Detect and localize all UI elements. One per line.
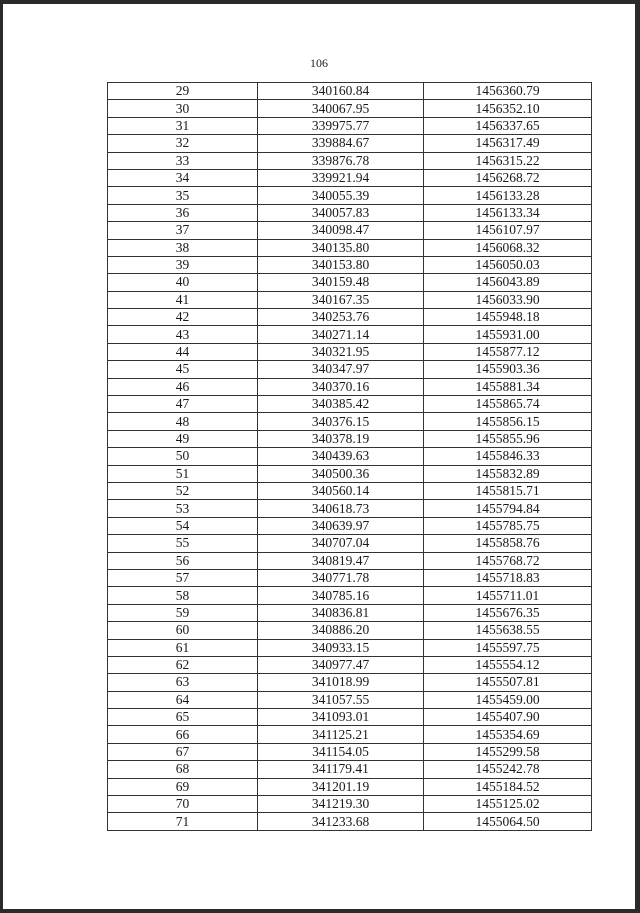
y-coordinate-cell: 1456352.10 [424,100,592,117]
point-number-cell: 34 [108,169,258,186]
table-row [108,361,592,378]
point-number-cell: 30 [108,100,258,117]
y-coordinate-cell: 1456133.28 [424,187,592,204]
table-row [108,761,592,778]
x-coordinate-cell: 341219.30 [258,796,424,813]
y-coordinate-cell: 1455676.35 [424,604,592,621]
table-row [108,378,592,395]
x-coordinate-cell: 341093.01 [258,709,424,726]
y-coordinate-cell: 1455242.78 [424,761,592,778]
point-number-cell: 45 [108,361,258,378]
table-row [108,482,592,499]
point-number-cell: 51 [108,465,258,482]
y-coordinate-cell: 1455865.74 [424,396,592,413]
x-coordinate-cell: 340819.47 [258,552,424,569]
y-coordinate-cell: 1456133.34 [424,204,592,221]
table-row [108,152,592,169]
table-row [108,448,592,465]
y-coordinate-cell: 1456043.89 [424,274,592,291]
point-number-cell: 70 [108,796,258,813]
table-row [108,604,592,621]
table-row [108,743,592,760]
y-coordinate-cell: 1455846.33 [424,448,592,465]
x-coordinate-cell: 340370.16 [258,378,424,395]
point-number-cell: 61 [108,639,258,656]
x-coordinate-cell: 340135.80 [258,239,424,256]
y-coordinate-cell: 1455815.71 [424,482,592,499]
y-coordinate-cell: 1456360.79 [424,83,592,100]
x-coordinate-cell: 340771.78 [258,569,424,586]
point-number-cell: 55 [108,535,258,552]
y-coordinate-cell: 1455554.12 [424,656,592,673]
point-number-cell: 65 [108,709,258,726]
table-row [108,552,592,569]
point-number-cell: 46 [108,378,258,395]
y-coordinate-cell: 1455768.72 [424,552,592,569]
table-row [108,587,592,604]
x-coordinate-cell: 340057.83 [258,204,424,221]
table-row [108,726,592,743]
page-number: 106 [310,56,328,70]
y-coordinate-cell: 1455718.83 [424,569,592,586]
table-row [108,256,592,273]
point-number-cell: 71 [108,813,258,830]
point-number-cell: 39 [108,256,258,273]
x-coordinate-cell: 339975.77 [258,117,424,134]
y-coordinate-cell: 1455299.58 [424,743,592,760]
y-coordinate-cell: 1455858.76 [424,535,592,552]
point-number-cell: 53 [108,500,258,517]
y-coordinate-cell: 1456033.90 [424,291,592,308]
x-coordinate-cell: 340098.47 [258,222,424,239]
y-coordinate-cell: 1455855.96 [424,430,592,447]
x-coordinate-cell: 340707.04 [258,535,424,552]
point-number-cell: 56 [108,552,258,569]
x-coordinate-cell: 340500.36 [258,465,424,482]
x-coordinate-cell: 340271.14 [258,326,424,343]
table-row [108,656,592,673]
point-number-cell: 66 [108,726,258,743]
x-coordinate-cell: 340159.48 [258,274,424,291]
x-coordinate-cell: 340618.73 [258,500,424,517]
y-coordinate-cell: 1455856.15 [424,413,592,430]
point-number-cell: 32 [108,135,258,152]
y-coordinate-cell: 1455459.00 [424,691,592,708]
y-coordinate-cell: 1455407.90 [424,709,592,726]
y-coordinate-cell: 1455597.75 [424,639,592,656]
y-coordinate-cell: 1456050.03 [424,256,592,273]
table-row [108,691,592,708]
x-coordinate-cell: 341179.41 [258,761,424,778]
table-row [108,100,592,117]
table-row [108,535,592,552]
table-row [108,326,592,343]
table-row [108,430,592,447]
point-number-cell: 36 [108,204,258,221]
x-coordinate-cell: 341125.21 [258,726,424,743]
point-number-cell: 48 [108,413,258,430]
point-number-cell: 63 [108,674,258,691]
x-coordinate-cell: 340376.15 [258,413,424,430]
table-row [108,204,592,221]
point-number-cell: 44 [108,343,258,360]
coordinates-table [107,82,592,831]
x-coordinate-cell: 340977.47 [258,656,424,673]
point-number-cell: 60 [108,622,258,639]
x-coordinate-cell: 340160.84 [258,83,424,100]
y-coordinate-cell: 1455507.81 [424,674,592,691]
table-row [108,117,592,134]
table-row [108,639,592,656]
table-row [108,517,592,534]
y-coordinate-cell: 1455064.50 [424,813,592,830]
table-row [108,291,592,308]
y-coordinate-cell: 1456317.49 [424,135,592,152]
x-coordinate-cell: 341233.68 [258,813,424,830]
x-coordinate-cell: 339884.67 [258,135,424,152]
x-coordinate-cell: 340167.35 [258,291,424,308]
x-coordinate-cell: 340055.39 [258,187,424,204]
x-coordinate-cell: 340253.76 [258,309,424,326]
table-row [108,569,592,586]
table-row [108,343,592,360]
x-coordinate-cell: 340378.19 [258,430,424,447]
point-number-cell: 52 [108,482,258,499]
point-number-cell: 58 [108,587,258,604]
table-row [108,796,592,813]
point-number-cell: 49 [108,430,258,447]
table-row [108,222,592,239]
point-number-cell: 37 [108,222,258,239]
x-coordinate-cell: 340886.20 [258,622,424,639]
point-number-cell: 43 [108,326,258,343]
table-row [108,813,592,830]
table-row [108,135,592,152]
x-coordinate-cell: 341057.55 [258,691,424,708]
y-coordinate-cell: 1456068.32 [424,239,592,256]
point-number-cell: 33 [108,152,258,169]
table-row [108,274,592,291]
y-coordinate-cell: 1455881.34 [424,378,592,395]
y-coordinate-cell: 1455877.12 [424,343,592,360]
x-coordinate-cell: 340153.80 [258,256,424,273]
table-row [108,309,592,326]
x-coordinate-cell: 339876.78 [258,152,424,169]
y-coordinate-cell: 1456107.97 [424,222,592,239]
y-coordinate-cell: 1455125.02 [424,796,592,813]
x-coordinate-cell: 340785.16 [258,587,424,604]
x-coordinate-cell: 341018.99 [258,674,424,691]
y-coordinate-cell: 1455354.69 [424,726,592,743]
point-number-cell: 57 [108,569,258,586]
table-row [108,83,592,100]
point-number-cell: 31 [108,117,258,134]
x-coordinate-cell: 340836.81 [258,604,424,621]
table-row [108,500,592,517]
x-coordinate-cell: 340639.97 [258,517,424,534]
y-coordinate-cell: 1455638.55 [424,622,592,639]
document-page [3,4,635,909]
point-number-cell: 29 [108,83,258,100]
y-coordinate-cell: 1455832.89 [424,465,592,482]
y-coordinate-cell: 1455903.36 [424,361,592,378]
x-coordinate-cell: 340560.14 [258,482,424,499]
point-number-cell: 54 [108,517,258,534]
coordinates-table-body [108,83,592,831]
point-number-cell: 67 [108,743,258,760]
x-coordinate-cell: 339921.94 [258,169,424,186]
point-number-cell: 38 [108,239,258,256]
x-coordinate-cell: 340385.42 [258,396,424,413]
point-number-cell: 62 [108,656,258,673]
point-number-cell: 40 [108,274,258,291]
x-coordinate-cell: 340067.95 [258,100,424,117]
table-row [108,778,592,795]
point-number-cell: 64 [108,691,258,708]
table-row [108,709,592,726]
y-coordinate-cell: 1455711.01 [424,587,592,604]
y-coordinate-cell: 1456337.65 [424,117,592,134]
y-coordinate-cell: 1455948.18 [424,309,592,326]
y-coordinate-cell: 1456315.22 [424,152,592,169]
table-row [108,239,592,256]
x-coordinate-cell: 340439.63 [258,448,424,465]
table-row [108,465,592,482]
table-row [108,396,592,413]
point-number-cell: 50 [108,448,258,465]
x-coordinate-cell: 341154.05 [258,743,424,760]
point-number-cell: 59 [108,604,258,621]
y-coordinate-cell: 1455931.00 [424,326,592,343]
table-row [108,187,592,204]
point-number-cell: 68 [108,761,258,778]
y-coordinate-cell: 1456268.72 [424,169,592,186]
table-row [108,413,592,430]
table-row [108,674,592,691]
x-coordinate-cell: 340321.95 [258,343,424,360]
table-row [108,169,592,186]
point-number-cell: 47 [108,396,258,413]
point-number-cell: 35 [108,187,258,204]
y-coordinate-cell: 1455785.75 [424,517,592,534]
point-number-cell: 42 [108,309,258,326]
table-row [108,622,592,639]
x-coordinate-cell: 340347.97 [258,361,424,378]
point-number-cell: 41 [108,291,258,308]
x-coordinate-cell: 341201.19 [258,778,424,795]
point-number-cell: 69 [108,778,258,795]
y-coordinate-cell: 1455184.52 [424,778,592,795]
y-coordinate-cell: 1455794.84 [424,500,592,517]
x-coordinate-cell: 340933.15 [258,639,424,656]
